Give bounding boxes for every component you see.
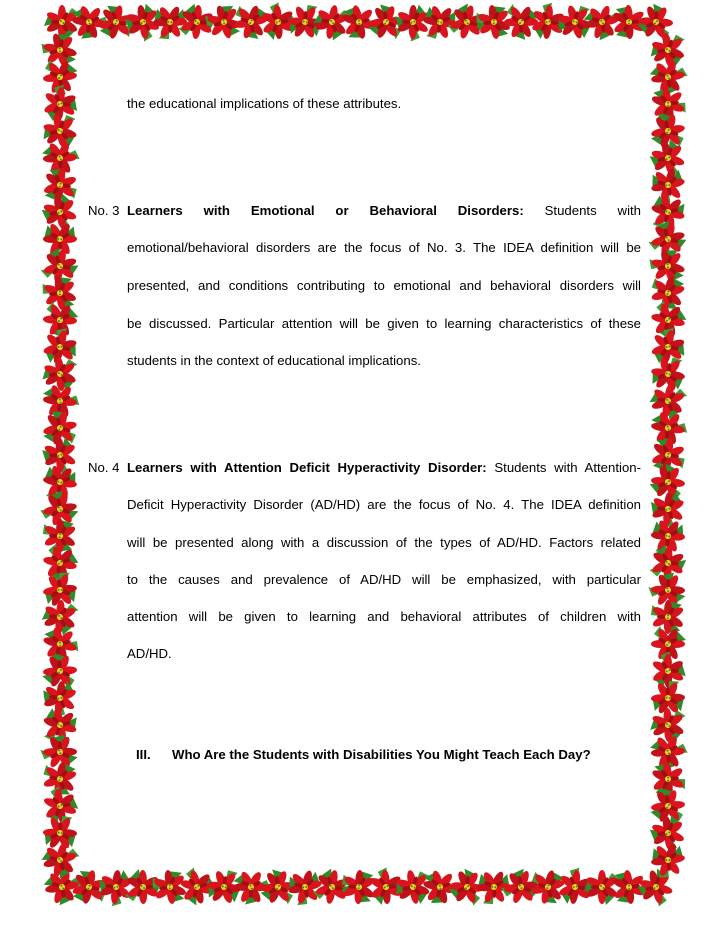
section-text-line: be discussed. Particular attention will be given to learning characteristics of these xyxy=(127,316,641,331)
poinsettia-icon xyxy=(648,31,689,71)
poinsettia-icon xyxy=(647,381,688,421)
section-text-line: will be presented along with a discussion of the types of AD/HD. Factors related xyxy=(127,535,641,550)
heading-text: Who Are the Students with Disabilities You Might Teach Each Day? xyxy=(172,747,591,762)
section-title: Learners with Emotional or Behavioral Disorders: xyxy=(127,203,524,218)
section-text: Students with xyxy=(544,203,642,218)
poinsettia-icon xyxy=(649,707,687,744)
poinsettia-icon xyxy=(231,1,272,43)
poinsettia-icon xyxy=(584,870,620,905)
poinsettia-icon xyxy=(504,4,540,41)
section-text-line: students in the context of educational implications. xyxy=(127,353,421,368)
section-text-line: AD/HD. xyxy=(127,646,172,661)
poinsettia-icon xyxy=(38,839,81,881)
section-text-line: Deficit Hyperactivity Disorder (AD/HD) are the focus of No. 4. The IDEA definition xyxy=(127,497,641,512)
poinsettia-icon xyxy=(41,355,80,393)
section-text: Students with Attention- xyxy=(494,460,642,475)
intro-tail-text: the educational implications of these attributes. xyxy=(127,96,402,111)
poinsettia-icon xyxy=(311,2,353,43)
section-first-line xyxy=(127,203,641,219)
poinsettia-icon xyxy=(643,484,692,534)
section-first-line xyxy=(127,460,641,476)
section-text-line: presented, and conditions contributing to emotional and behavioral disorders will xyxy=(127,278,641,293)
section-number: No. 3 xyxy=(88,203,120,218)
section-text-line: emotional/behavioral disorders are the focus of No. 3. The IDEA definition will be xyxy=(127,240,641,255)
section-title: Learners with Attention Deficit Hyperactivity Disorder: xyxy=(127,460,487,475)
heading-numeral: III. xyxy=(136,747,151,762)
poinsettia-icon xyxy=(644,593,692,641)
section-text-line: to the causes and prevalence of AD/HD will be emphasized, with particular xyxy=(127,572,641,587)
poinsettia-icon xyxy=(634,865,678,909)
section-text-line: attention will be given to learning and behavioral attributes of children with xyxy=(127,609,641,624)
poinsettia-icon xyxy=(41,599,79,636)
section-heading xyxy=(136,747,636,763)
section-number: No. 4 xyxy=(88,460,120,475)
